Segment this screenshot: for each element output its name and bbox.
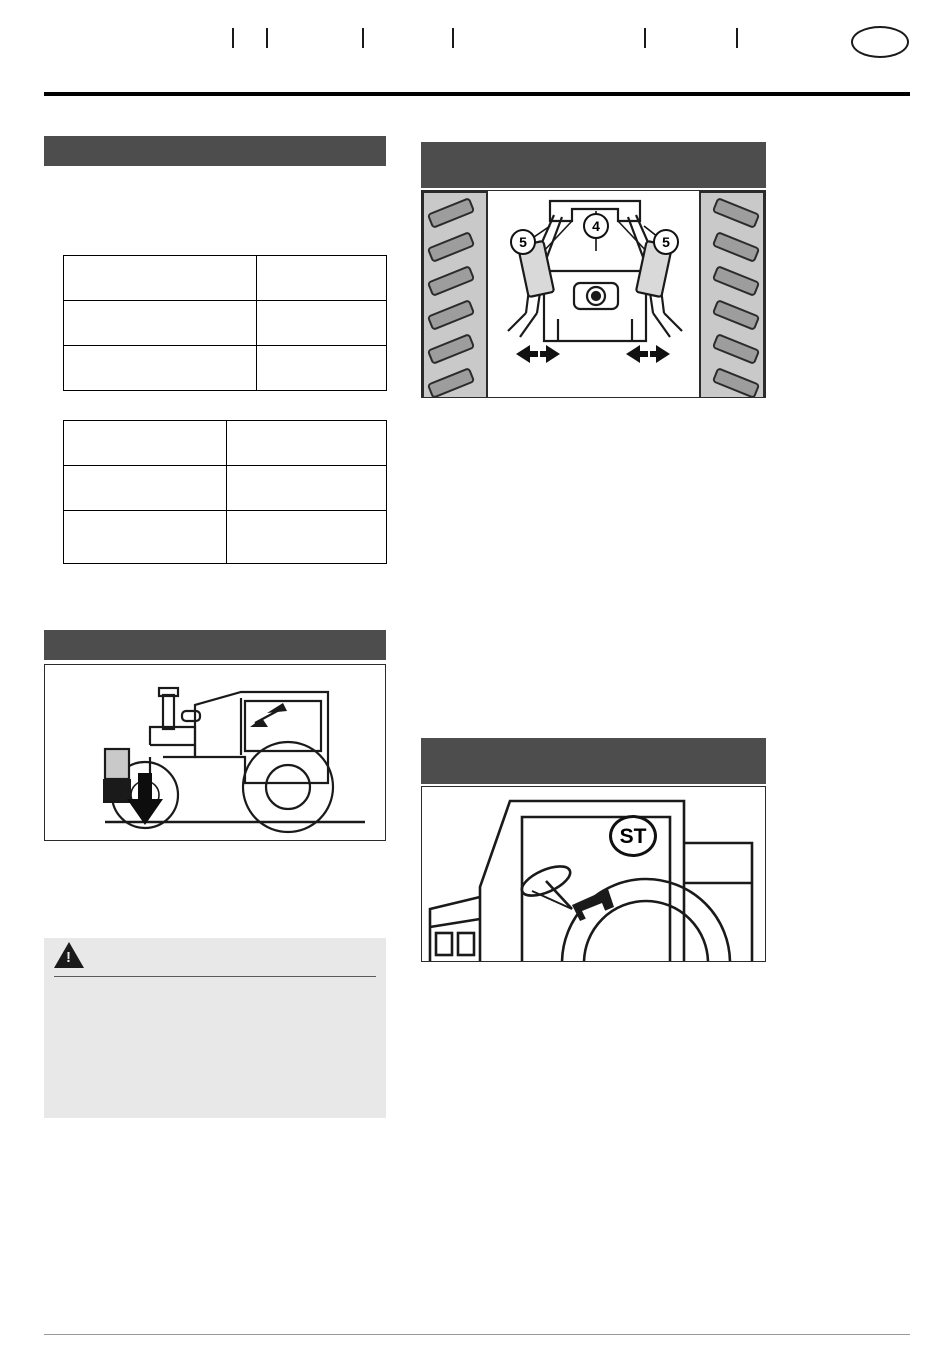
section-heading-text bbox=[421, 738, 766, 754]
header-tick bbox=[362, 28, 364, 48]
tractor-illustration bbox=[45, 665, 386, 841]
section-heading-bar-left-mid bbox=[44, 630, 386, 660]
table-row bbox=[64, 301, 387, 346]
callout-4: 4 bbox=[583, 213, 609, 239]
table-row bbox=[64, 421, 387, 466]
warning-header bbox=[54, 938, 376, 977]
table-cell bbox=[64, 466, 227, 511]
table-row bbox=[64, 511, 387, 564]
down-arrow-icon bbox=[127, 773, 163, 825]
st-badge: ST bbox=[609, 815, 657, 857]
callout-5-left: 5 bbox=[510, 229, 536, 255]
header-tick bbox=[452, 28, 454, 48]
section-heading-text bbox=[44, 630, 386, 642]
table-row bbox=[64, 346, 387, 391]
table-cell bbox=[227, 511, 387, 564]
warning-triangle-icon bbox=[54, 942, 84, 968]
table-cell bbox=[257, 346, 387, 391]
table-cell bbox=[227, 421, 387, 466]
track-adjust-arrows-left bbox=[516, 345, 572, 363]
track-adjust-arrows-right bbox=[626, 345, 682, 363]
front-axle-track-width-diagram bbox=[421, 190, 766, 398]
table-cell bbox=[64, 256, 257, 301]
table-cell bbox=[64, 301, 257, 346]
specification-table-a bbox=[63, 255, 387, 391]
section-heading-text bbox=[421, 142, 766, 158]
header-tick bbox=[232, 28, 234, 48]
header-divider-rule bbox=[44, 92, 910, 96]
table-cell bbox=[64, 511, 227, 564]
page-number-badge bbox=[851, 26, 909, 58]
table-cell bbox=[227, 466, 387, 511]
footer-divider-rule bbox=[44, 1334, 910, 1335]
table-row bbox=[64, 256, 387, 301]
table-cell bbox=[64, 421, 227, 466]
section-heading-bar-left-top bbox=[44, 136, 386, 166]
table-cell bbox=[64, 346, 257, 391]
section-heading-bar-right-top bbox=[421, 142, 766, 188]
warning-body-text bbox=[44, 977, 386, 993]
cab-illustration bbox=[422, 787, 766, 962]
section-heading-text bbox=[44, 136, 386, 148]
table-row bbox=[64, 466, 387, 511]
header-tick-marks bbox=[0, 28, 950, 52]
steering-column-lever bbox=[572, 889, 614, 921]
warning-panel bbox=[44, 938, 386, 1118]
table-cell bbox=[257, 256, 387, 301]
header-tick bbox=[644, 28, 646, 48]
section-heading-bar-right-mid bbox=[421, 738, 766, 784]
header-tick bbox=[736, 28, 738, 48]
specification-table-b bbox=[63, 420, 387, 564]
cab-steering-column-figure bbox=[421, 786, 766, 962]
header-tick bbox=[266, 28, 268, 48]
callout-5-right: 5 bbox=[653, 229, 679, 255]
table-cell bbox=[257, 301, 387, 346]
tractor-side-view-figure bbox=[44, 664, 386, 841]
